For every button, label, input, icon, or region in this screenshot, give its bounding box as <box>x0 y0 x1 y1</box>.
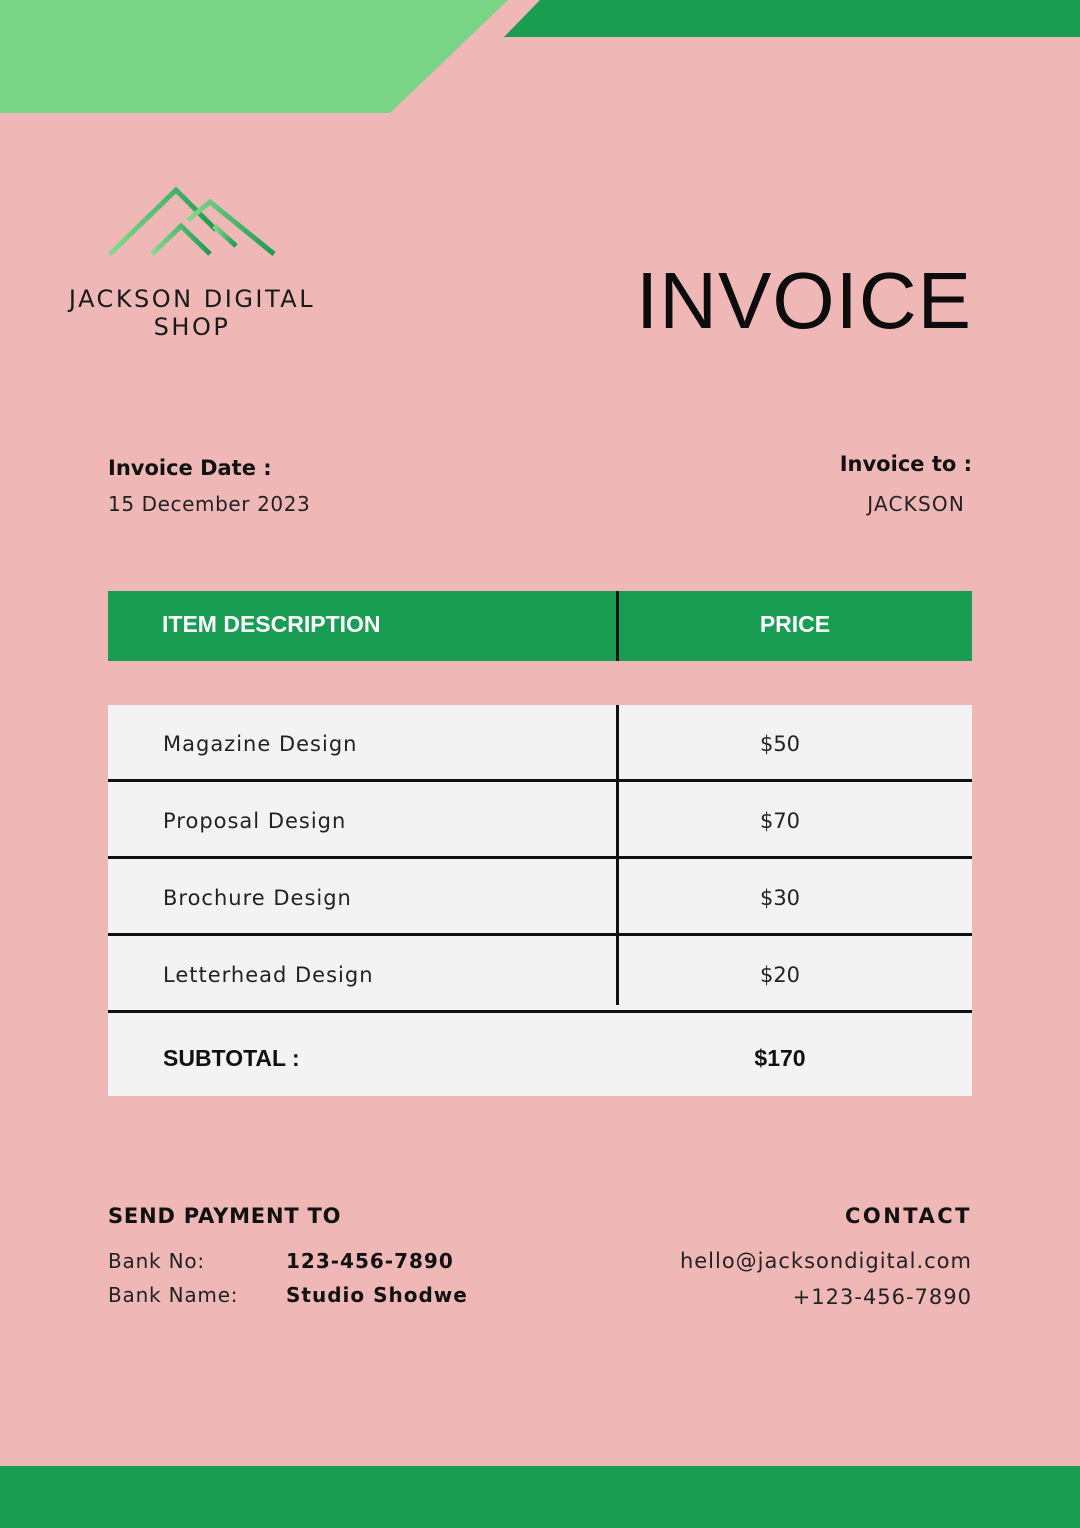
item-price: $70 <box>759 809 801 833</box>
item-price: $50 <box>759 732 801 756</box>
footer-bar <box>0 1466 1080 1528</box>
table-row <box>108 782 972 859</box>
invoice-to-label: Invoice to : <box>839 452 972 476</box>
item-description: Letterhead Design <box>163 963 374 987</box>
subtotal-row <box>108 1013 972 1096</box>
subtotal-label: SUBTOTAL : <box>163 1045 300 1071</box>
contact-email[interactable]: hello@jacksondigital.com <box>679 1249 972 1273</box>
contact-heading: CONTACT <box>844 1204 972 1228</box>
bank-name-label: Bank Name: <box>108 1283 239 1307</box>
subtotal-value: $170 <box>754 1045 806 1071</box>
table-row <box>108 705 972 782</box>
table-header <box>108 591 972 661</box>
mountain-peaks-icon <box>106 184 281 259</box>
table-row <box>108 859 972 936</box>
column-header-description: ITEM DESCRIPTION <box>162 611 381 637</box>
bank-name-row <box>108 1283 468 1307</box>
dark-green-banner <box>504 0 1080 37</box>
invoice-to-value: JACKSON <box>867 492 965 516</box>
bank-number-label: Bank No: <box>108 1249 205 1273</box>
item-description: Magazine Design <box>163 732 358 756</box>
table-row <box>108 936 972 1013</box>
invoice-date-value: 15 December 2023 <box>108 492 311 516</box>
contact-phone[interactable]: +123-456-7890 <box>792 1285 972 1309</box>
invoice-date-label: Invoice Date : <box>108 456 272 480</box>
shop-name: JACKSON DIGITAL SHOP <box>68 285 316 341</box>
bank-number-row <box>108 1249 454 1273</box>
item-price: $20 <box>759 963 801 987</box>
column-header-price: PRICE <box>759 611 831 637</box>
invoice-table <box>108 705 972 1096</box>
bank-number-value: 123-456-7890 <box>286 1249 454 1273</box>
payment-heading: SEND PAYMENT TO <box>108 1204 342 1228</box>
item-description: Proposal Design <box>163 809 347 833</box>
item-price: $30 <box>759 886 801 910</box>
page-title: INVOICE <box>636 256 972 345</box>
bank-name-value: Studio Shodwe <box>286 1283 468 1307</box>
light-green-banner <box>0 0 508 113</box>
header-decoration <box>0 0 1080 120</box>
item-description: Brochure Design <box>163 886 352 910</box>
